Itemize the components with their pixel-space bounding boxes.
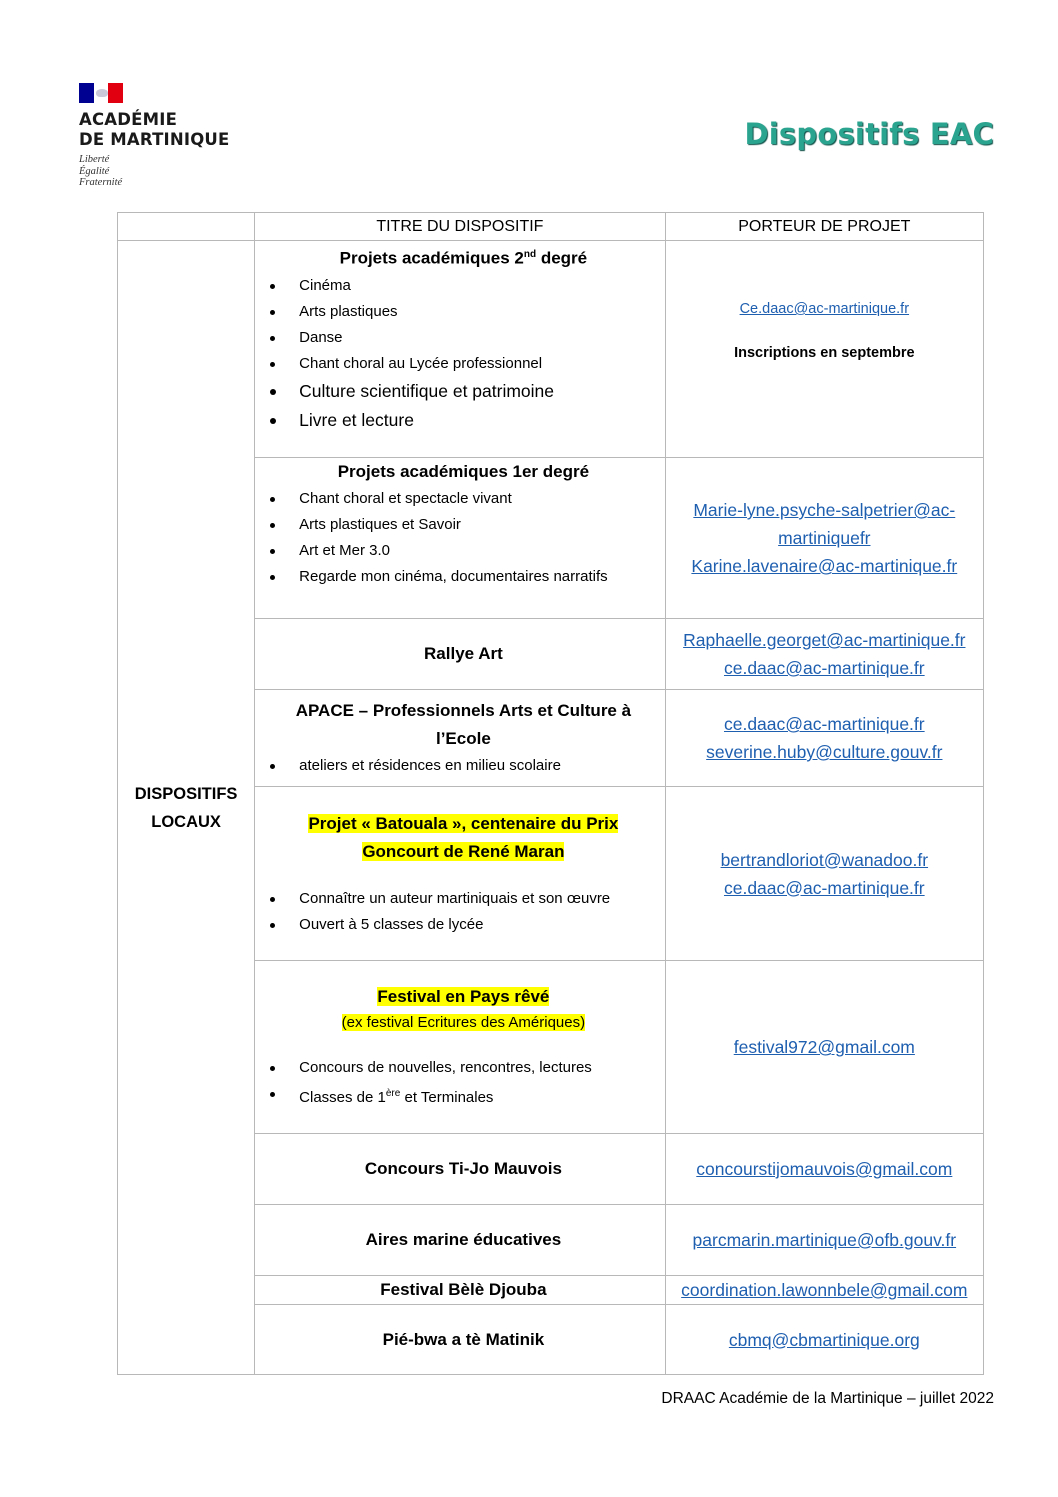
list-item: Cinéma xyxy=(268,273,658,299)
dispositif-title-line2: Goncourt de René Maran xyxy=(362,841,565,861)
contact-cell xyxy=(665,1305,983,1375)
contact-link[interactable]: martiniquefr xyxy=(778,528,871,548)
motto-liberte: Liberté xyxy=(79,154,110,165)
dispositif-title: APACE – Professionnels Arts et Culture à l’Ecole xyxy=(295,701,632,748)
contact-cell xyxy=(665,1205,983,1276)
contact-link[interactable]: cbmq@cbmartinique.org xyxy=(728,1329,920,1350)
dispositif-cell xyxy=(255,241,665,458)
contact-cell xyxy=(665,619,983,690)
dispositif-title: Festival Bèlè Djouba xyxy=(380,1280,547,1299)
dispositif-cell xyxy=(255,619,665,690)
category-cell xyxy=(118,241,255,1375)
list-item: Arts plastiques xyxy=(268,299,658,325)
dispositif-cell xyxy=(255,787,665,961)
table-header-row xyxy=(118,213,984,241)
dispositif-title: Concours Ti-Jo Mauvois xyxy=(364,1159,562,1178)
header-empty xyxy=(118,213,255,241)
header-titre: TITRE DU DISPOSITIF xyxy=(255,213,665,241)
motto-fraternite: Fraternité xyxy=(79,177,123,188)
list-item: Classes de 1ère et Terminales xyxy=(268,1081,658,1111)
dispositif-cell xyxy=(255,1305,665,1375)
contact-link[interactable]: ce.daac@ac-martinique.fr xyxy=(723,877,925,898)
document-title: Dispositifs EAC xyxy=(744,117,994,151)
dispositif-cell xyxy=(255,1205,665,1276)
dispositif-title: Pié-bwa a tè Matinik xyxy=(382,1329,545,1349)
dispositif-title: Projet « Batouala », centenaire du Prix xyxy=(308,813,619,833)
contact-link[interactable]: ce.daac@ac-martinique.fr xyxy=(723,714,925,734)
header-porteur: PORTEUR DE PROJET xyxy=(665,213,983,241)
contact-link[interactable]: Marie-lyne.psyche-salpetrier@ac- xyxy=(693,500,956,520)
dispositif-subtitle: (ex festival Ecritures des Amériques) xyxy=(341,1014,586,1031)
org-name xyxy=(79,110,259,150)
list-item: Chant choral au Lycée professionnel xyxy=(268,351,658,377)
contact-cell xyxy=(665,1134,983,1205)
list-item: Connaître un auteur martiniquais et son œuvre xyxy=(268,886,658,912)
dispositif-title: Aires marine éducatives xyxy=(365,1230,562,1249)
contact-link[interactable]: concourstijomauvois@gmail.com xyxy=(696,1159,953,1179)
academy-logo xyxy=(79,83,259,189)
dispositif-cell xyxy=(255,1276,665,1305)
table-row xyxy=(118,241,984,458)
list-item: Livre et lecture xyxy=(268,406,658,435)
dispositifs-table xyxy=(117,212,984,1375)
contact-link[interactable]: Raphaelle.georget@ac-martinique.fr xyxy=(683,630,966,650)
page-footer: DRAAC Académie de la Martinique – juillet 2022 xyxy=(661,1390,994,1407)
list-item: Danse xyxy=(268,325,658,351)
contact-link[interactable]: coordination.lawonnbele@gmail.com xyxy=(681,1280,968,1300)
contact-cell xyxy=(665,241,983,458)
contact-link[interactable]: bertrandloriot@wanadoo.fr xyxy=(720,849,929,870)
contact-link[interactable]: Karine.lavenaire@ac-martinique.fr xyxy=(691,556,958,576)
list-item: Ouvert à 5 classes de lycée xyxy=(268,912,658,938)
contact-cell xyxy=(665,787,983,961)
dispositif-items xyxy=(268,1055,658,1111)
dispositif-items xyxy=(268,886,658,938)
list-item: Culture scientifique et patrimoine xyxy=(268,377,658,406)
motto-egalite: Égalité xyxy=(79,165,110,177)
dispositif-cell xyxy=(255,458,665,619)
inscription-note: Inscriptions en septembre xyxy=(734,345,915,361)
list-item: Concours de nouvelles, rencontres, lectures xyxy=(268,1055,658,1081)
org-name-line1: ACADÉMIE xyxy=(79,110,178,129)
contact-cell xyxy=(665,1276,983,1305)
dispositif-cell xyxy=(255,961,665,1134)
list-item: ateliers et résidences en milieu scolaire xyxy=(268,753,658,779)
motto xyxy=(79,154,259,189)
contact-link[interactable]: parcmarin.martinique@ofb.gouv.fr xyxy=(692,1230,957,1250)
org-name-line2: DE MARTINIQUE xyxy=(79,130,230,149)
dispositif-cell xyxy=(255,690,665,787)
dispositif-title: Projets académiques 1er degré xyxy=(337,462,590,481)
dispositif-items xyxy=(268,486,658,590)
contact-cell xyxy=(665,961,983,1134)
dispositif-title: Rallye Art xyxy=(424,644,503,663)
contact-link[interactable]: Ce.daac@ac-martinique.fr xyxy=(739,301,910,317)
list-item: Arts plastiques et Savoir xyxy=(268,512,658,538)
dispositif-title: Festival en Pays rêvé xyxy=(377,987,550,1006)
category-line2: LOCAUX xyxy=(151,812,221,831)
dispositif-items xyxy=(268,273,658,435)
list-item: Chant choral et spectacle vivant xyxy=(268,486,658,512)
contact-link[interactable]: severine.huby@culture.gouv.fr xyxy=(706,742,943,762)
category-line1: DISPOSITIFS xyxy=(134,784,238,803)
contact-link[interactable]: ce.daac@ac-martinique.fr xyxy=(723,658,925,678)
dispositif-items xyxy=(268,753,658,779)
list-item: Art et Mer 3.0 xyxy=(268,538,658,564)
dispositif-cell xyxy=(255,1134,665,1205)
contact-cell xyxy=(665,458,983,619)
contact-cell xyxy=(665,690,983,787)
dispositif-title: Projets académiques 2nd degré xyxy=(339,248,588,268)
list-item: Regarde mon cinéma, documentaires narratifs xyxy=(268,564,658,590)
contact-link[interactable]: festival972@gmail.com xyxy=(733,1037,915,1057)
marianne-flag-icon xyxy=(79,83,123,103)
